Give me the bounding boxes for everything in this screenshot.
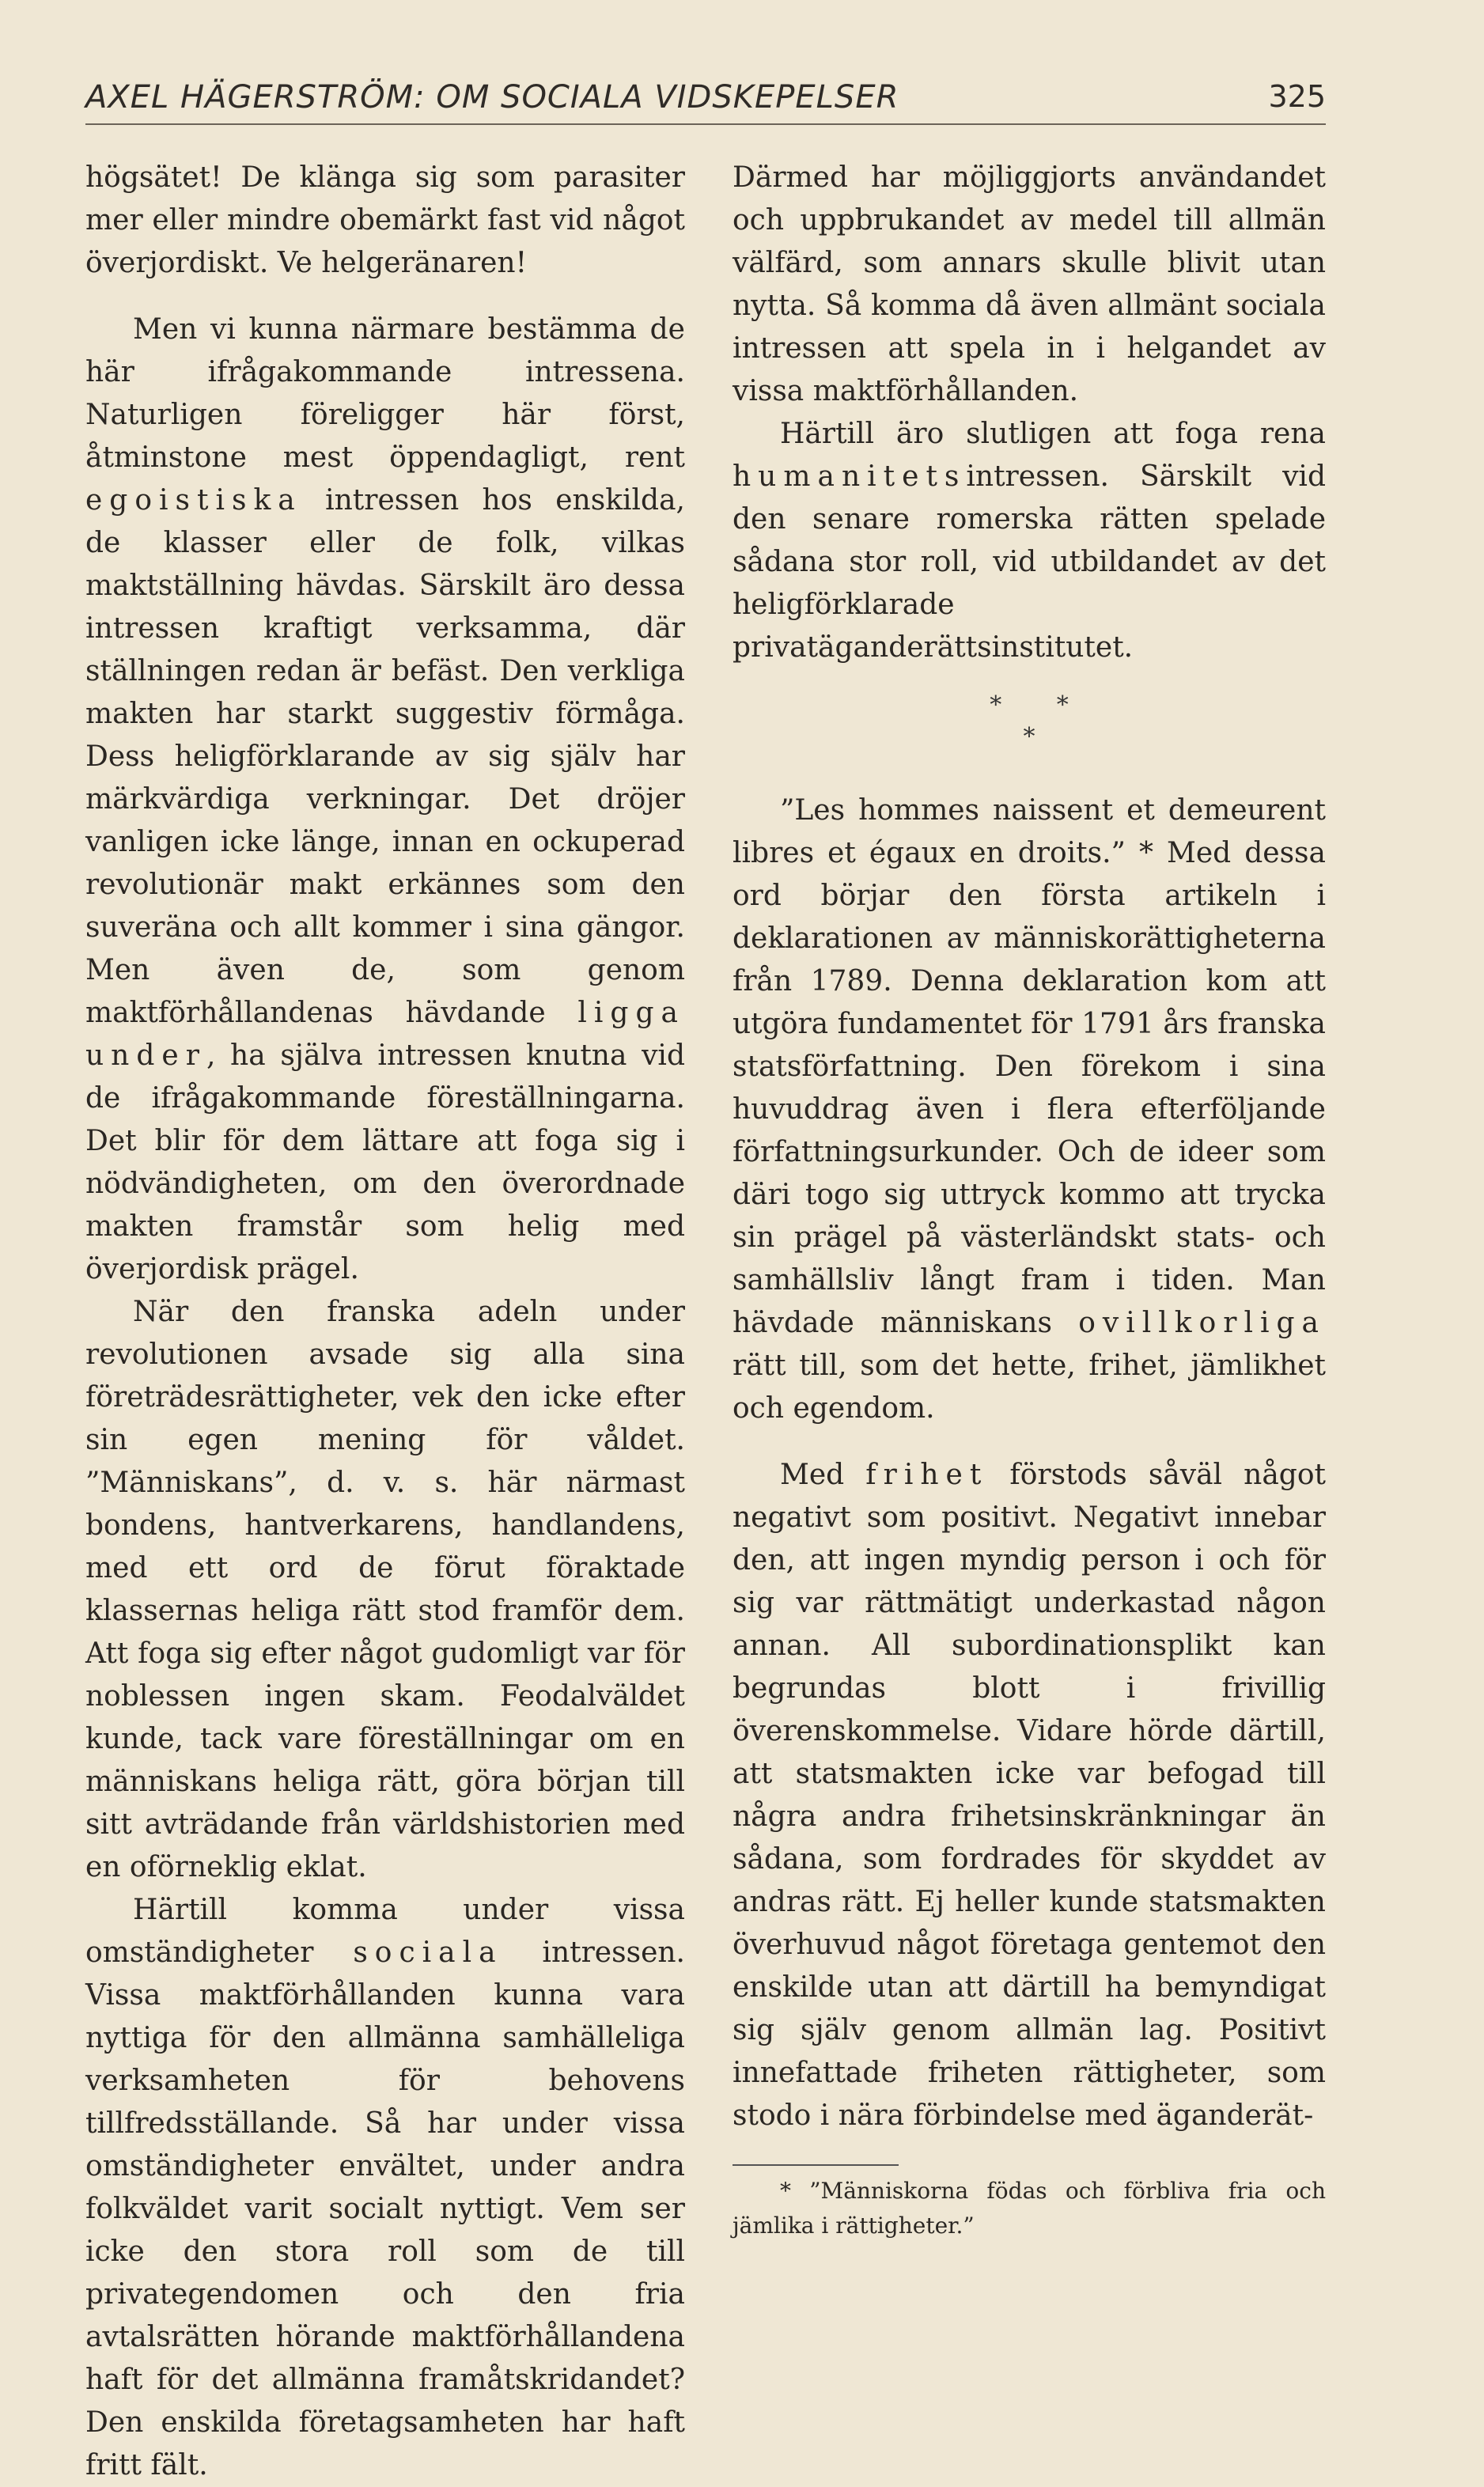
paragraph-text: Men vi kunna närmare bestämma de här ifrågakommande intressena. Naturligen föreligger här först, åtminstone mest öppendagligt, rent — [85, 313, 685, 474]
paragraph — [733, 157, 1326, 413]
paragraph — [85, 157, 685, 285]
page-number: 325 — [1268, 79, 1326, 114]
paragraph-text: ”Les hommes naissent et demeurent libres et égaux en droits.” * Med dessa ord börjar den första artikeln i deklarationen av människorättigheterna från 1789. Denna deklaration kom att utgöra fundamentet för 1791 års franska statsförfattning. Den förekom i sina huvuddrag även i flera efterföljande författningsurkunder. Och de ideer som däri togo sig uttryck kommo att trycka sin prägel på västerländskt stats- och samhällsliv långt fram i tiden. Man hävdade människans — [733, 794, 1326, 1339]
section-break-asterisks — [733, 690, 1326, 753]
footnote: * ”Människorna födas och förbliva fria och jämlika i rättigheter.” — [733, 2178, 1326, 2239]
emphasis-spaced: humanitets — [733, 460, 967, 493]
paragraph-text: Med — [780, 1459, 866, 1491]
emphasis-spaced: sociala — [353, 1936, 503, 1969]
paragraph — [733, 1454, 1326, 2137]
paragraph-text: rätt till, som det hette, frihet, jämlikhet och egendom. — [733, 1349, 1326, 1425]
asterisks-top: * * — [990, 691, 1069, 719]
right-column — [733, 157, 1326, 2243]
paragraph — [85, 1889, 685, 2487]
paragraph-text: , ha själva intressen knutna vid de ifrågakommande föreställningarna. Det blir för dem lättare att foga sig i nödvändigheten, om den överordnade makten framstår som helig med överjordisk prägel. — [85, 1039, 685, 1285]
emphasis-spaced: ovillkorliga — [1078, 1307, 1326, 1339]
paragraph — [85, 309, 685, 1291]
paragraph-text: intressen hos enskilda, de klasser eller de folk, vilkas maktställning hävdas. Särskilt äro dessa intressen kraftigt verksamma, där ställningen redan är befäst. Den verkliga makten har starkt suggestiv förmåga. Dess heligförklarande av sig själv har märkvärdiga verkningar. Det dröjer vanligen icke länge, innan en ockuperad revolutionär makt erkännes som den suveräna och allt kommer i sina gängor. Men även de, som genom maktförhållandenas hävdande — [85, 484, 685, 1029]
paragraph — [733, 789, 1326, 1430]
footnote-rule — [733, 2164, 899, 2166]
paragraph-text: intressen. Vissa maktförhållanden kunna vara nyttiga för den allmänna samhälleliga verksamheten för behovens tillfredsställande. Så har under vissa omständigheter envältet, under andra folkväldet varit socialt nyttigt. Vem ser icke den stora roll som de till privategendomen och den fria avtalsrätten hörande maktförhållandena haft för det allmänna framåtskridandet? Den enskilda företagsamheten har haft fritt fält. — [85, 1936, 685, 2481]
running-head-title: AXEL HÄGERSTRÖM: OM SOCIALA VIDSKEPELSER — [85, 79, 899, 115]
paragraph-text: Härtill äro slutligen att foga rena — [780, 418, 1326, 450]
emphasis-spaced: egoistiska — [85, 484, 302, 517]
emphasis-spaced: frihet — [865, 1459, 989, 1491]
paragraph — [85, 1291, 685, 1889]
paragraph-text: intressen. Särskilt vid den senare romerska rätten spelade sådana stor roll, vid utbildandet av det heligförklarade privatäganderättsinstitutet. — [733, 460, 1326, 664]
paragraph-text: högsätet! De klänga sig som parasiter mer eller mindre obemärkt fast vid något överjordiskt. Ve helgeränaren! — [85, 161, 685, 279]
paragraph — [733, 413, 1326, 669]
emphasis-spaced: ligga under — [85, 997, 685, 1072]
left-column — [85, 157, 685, 2487]
paragraph-text: Därmed har möjliggjorts användandet och uppbrukandet av medel till allmän välfärd, som annars skulle blivit utan nytta. Så komma då även allmänt sociala intressen att spela in i helgandet av vissa maktförhållanden. — [733, 161, 1326, 407]
asterisk-bottom: * — [1023, 723, 1035, 751]
paragraph-text: Härtill komma under vissa omständigheter — [85, 1894, 685, 1969]
paragraph-text: förstods såväl något negativt som positivt. Negativt innebar den, att ingen myndig person i och för sig var rättmätigt underkastad någon annan. All subordinationsplikt kan begrundas blott i frivillig överenskommelse. Vidare hörde därtill, att statsmakten icke var befogad till några andra frihetsinskränkningar än sådana, som fordrades för skyddet av andras rätt. Ej heller kunde statsmakten överhuvud något företaga gentemot den enskilde utan att därtill ha bemyndigat sig själv genom allmän lag. Positivt innefattade friheten rättigheter, som stodo i nära förbindelse med äganderät- — [733, 1459, 1326, 2132]
running-head — [85, 73, 1326, 125]
paragraph-text: När den franska adeln under revolutionen avsade sig alla sina företrädesrättigheter, vek den icke efter sin egen mening för våldet. ”Människans”, d. v. s. här närmast bondens, hantverkarens, handlandens, med ett ord de förut föraktade klassernas heliga rätt stod framför dem. Att foga sig efter något gudomligt var för noblessen ingen skam. Feodalväldet kunde, tack vare föreställningar om en människans heliga rätt, göra början till sitt avträdande från världshistorien med en oförneklig eklat. — [85, 1296, 685, 1883]
